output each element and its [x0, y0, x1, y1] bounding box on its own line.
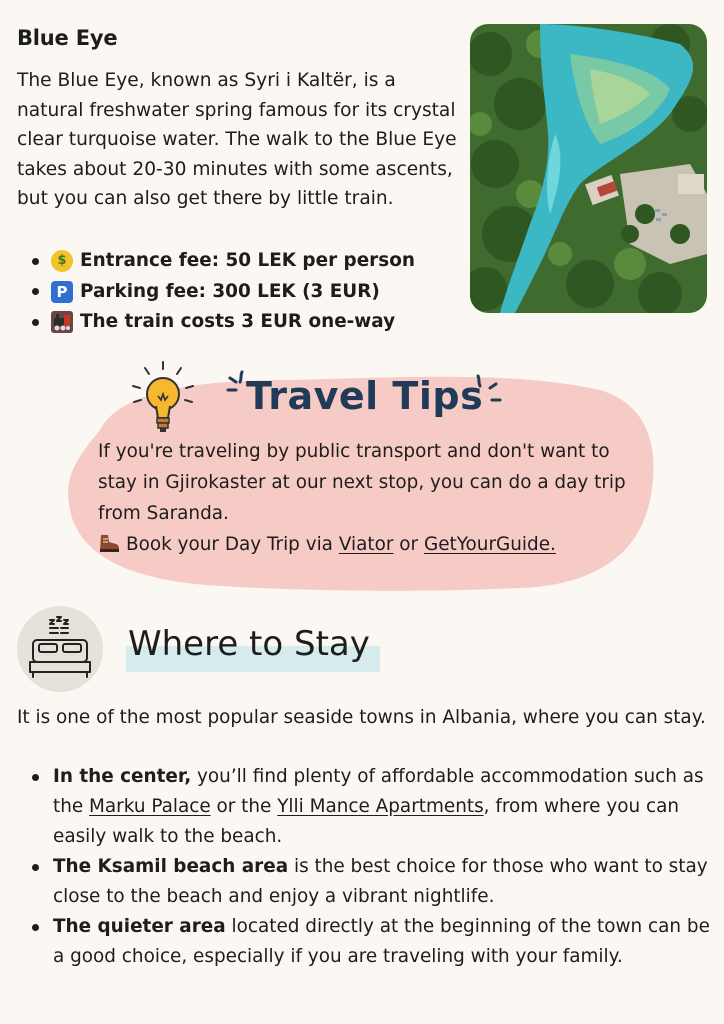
- list-item: [32, 307, 415, 338]
- or-text: or: [399, 534, 419, 555]
- option-text: located directly at the beginning of the town can be a good choice, especially if you are traveling with your family.: [53, 916, 710, 967]
- bullet-icon: [32, 774, 39, 781]
- parking-fee: Parking fee: 300 LEK (3 EUR): [80, 280, 380, 302]
- option-label: The Ksamil beach area: [53, 856, 289, 877]
- getyourguide-link[interactable]: GetYourGuide.: [423, 534, 556, 555]
- entrance-fee: Entrance fee: 50 LEK per person: [80, 250, 415, 271]
- list-item: [32, 912, 712, 972]
- list-item: [32, 852, 712, 912]
- list-item: [32, 277, 415, 308]
- option-label: The quieter area: [53, 916, 226, 937]
- money-face-icon: $: [51, 250, 73, 272]
- parking-icon: P: [51, 281, 73, 303]
- bullet-icon: [32, 319, 39, 326]
- viator-link[interactable]: Viator: [338, 534, 394, 555]
- stay-option-quiet: [51, 912, 712, 972]
- list-item: [32, 246, 415, 277]
- bullet-icon: [32, 864, 39, 871]
- where-to-stay-intro: It is one of the most popular seaside towns in Albania, where you can stay.: [17, 707, 706, 728]
- blue-eye-aerial-photo: [470, 24, 707, 313]
- train-cost: The train costs 3 EUR one-way: [80, 311, 396, 332]
- blue-eye-description: The Blue Eye, known as Syri i Kaltër, is a natural freshwater spring famous for its crystal clear turquoise water. The walk to the Blue Eye takes about 20-30 minutes with some ascents, but you can also get there by little train.: [17, 70, 457, 209]
- list-item: [32, 762, 712, 852]
- option-text: , from where you can easily walk to the beach.: [53, 796, 679, 847]
- bullet-icon: [32, 924, 39, 931]
- option-label: In the center,: [53, 766, 192, 787]
- lightbulb-icon: [128, 360, 198, 436]
- bed-icon-circle: [17, 606, 103, 692]
- ylli-mance-link[interactable]: Ylli Mance Apartments: [277, 796, 484, 817]
- bullet-icon: [32, 258, 39, 265]
- blue-eye-facts: [32, 246, 415, 338]
- marku-palace-link[interactable]: Marku Palace: [89, 796, 211, 817]
- bullet-icon: [32, 288, 39, 295]
- option-text: you’ll find plenty of affordable accommodation such as the: [53, 766, 704, 817]
- stay-option-center: [51, 762, 712, 852]
- option-text: is the best choice for those who want to stay close to the beach and enjoy a vibrant nightlife.: [53, 856, 708, 907]
- travel-tips-body: If you're traveling by public transport and don't want to stay in Gjirokaster at our next stop, you can do a day trip from Saranda.: [98, 441, 626, 524]
- train-icon: [51, 311, 73, 333]
- option-text: or the: [210, 796, 278, 817]
- book-prefix: Book your Day Trip via: [126, 534, 333, 555]
- blue-eye-heading: Blue Eye: [17, 26, 118, 50]
- where-to-stay-heading: Where to Stay: [128, 624, 370, 664]
- stay-option-ksamil: [51, 852, 712, 912]
- hiking-boot-icon: [98, 533, 120, 553]
- travel-tips-text: [98, 436, 638, 560]
- bed-icon: [17, 606, 103, 692]
- stay-options-list: [32, 762, 712, 972]
- travel-tips-heading: Travel Tips: [246, 374, 484, 418]
